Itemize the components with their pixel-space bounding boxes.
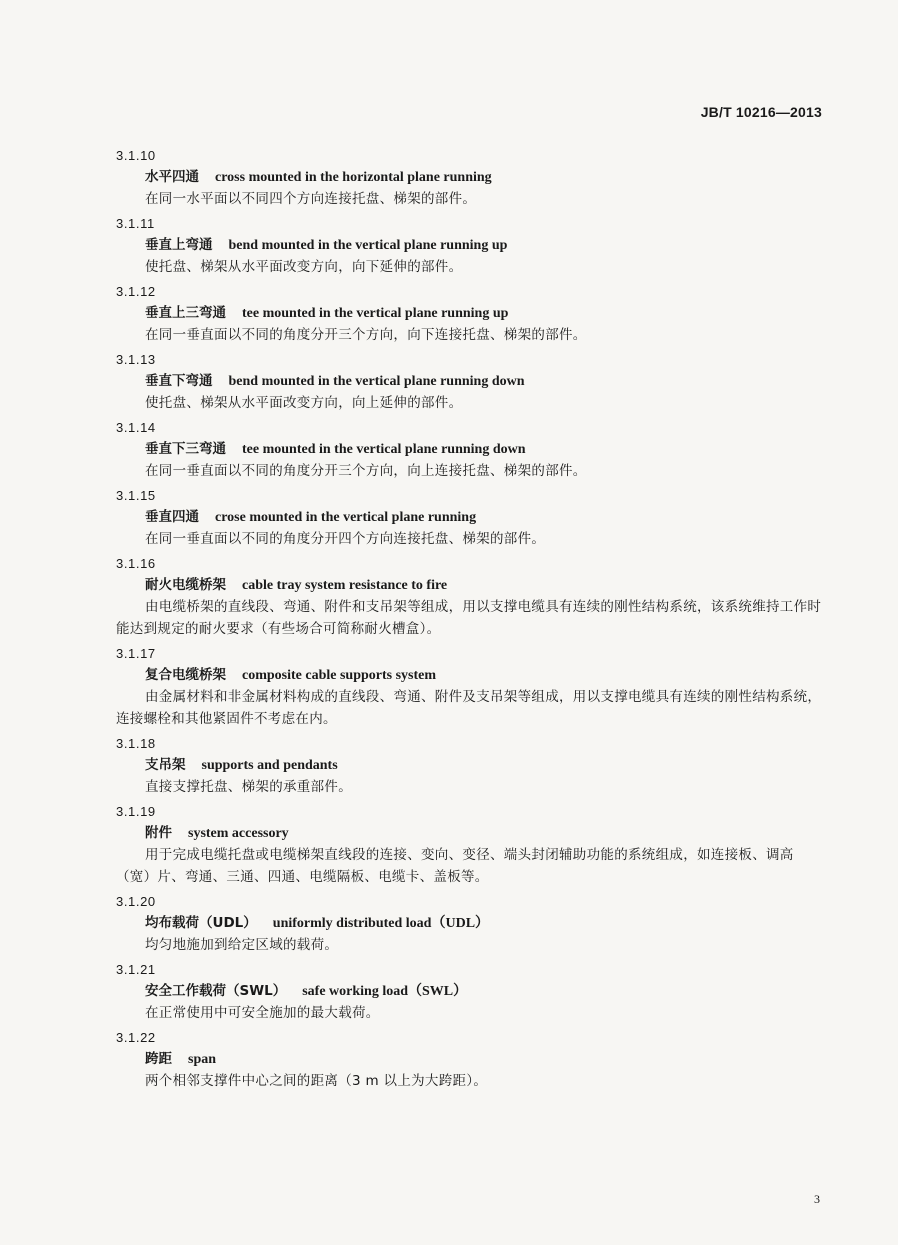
term-line: [145, 438, 828, 460]
clause-number: 3.1.21: [116, 962, 156, 977]
term-entry: [116, 1028, 828, 1096]
term-definition: 在同一垂直面以不同的角度分开三个方向，向下连接托盘、梯架的部件。: [145, 327, 587, 343]
term-en: safe working load（SWL）: [302, 984, 468, 999]
term-entry: [116, 892, 828, 960]
term-entry: [116, 554, 828, 644]
term-definition: 两个相邻支撑件中心之间的距离（3 m 以上为大跨距）。: [145, 1073, 488, 1089]
term-line: [145, 574, 828, 596]
term-line: [145, 234, 828, 256]
term-definition: 在同一垂直面以不同的角度分开三个方向，向上连接托盘、梯架的部件。: [145, 463, 587, 479]
term-definition: 在正常使用中可安全施加的最大载荷。: [145, 1005, 380, 1021]
standard-number: JB/T 10216—2013: [700, 104, 822, 120]
term-zh: 垂直上三弯通: [145, 305, 226, 321]
term-line: [145, 370, 828, 392]
term-zh: 垂直下三弯通: [145, 441, 226, 457]
term-zh: 跨距: [145, 1051, 172, 1067]
clause-number: 3.1.11: [116, 216, 155, 231]
term-line: [145, 664, 828, 686]
term-en: bend mounted in the vertical plane running down: [228, 374, 525, 389]
clause-number: 3.1.15: [116, 488, 156, 503]
term-line: [145, 166, 828, 188]
term-entry: [116, 214, 828, 282]
term-line: [145, 912, 828, 934]
term-definition: 用于完成电缆托盘或电缆梯架直线段的连接、变向、变径、端头封闭辅助功能的系统组成，如连接板、调高（宽）片、弯通、三通、四通、电缆隔板、电缆卡、盖板等。: [116, 847, 794, 885]
term-zh: 附件: [145, 825, 172, 841]
term-en: uniformly distributed load（UDL）: [272, 916, 490, 931]
term-definition: 由电缆桥架的直线段、弯通、附件和支吊架等组成，用以支撑电缆具有连续的刚性结构系统，该系统维持工作时能达到规定的耐火要求（有些场合可简称耐火槽盒）。: [116, 599, 822, 637]
term-entry: [116, 644, 828, 734]
clause-number: 3.1.14: [116, 420, 156, 435]
term-en: composite cable supports system: [242, 668, 437, 683]
term-en: system accessory: [188, 826, 289, 841]
term-entry: [116, 418, 828, 486]
term-entry: [116, 350, 828, 418]
page-number: 3: [814, 1192, 820, 1206]
term-entry: [116, 734, 828, 802]
term-en: cross mounted in the horizontal plane running: [215, 170, 492, 185]
term-en: crose mounted in the vertical plane running: [215, 510, 477, 525]
term-line: [145, 980, 828, 1002]
term-definition: 使托盘、梯架从水平面改变方向，向下延伸的部件。: [145, 259, 463, 275]
term-entry: [116, 960, 828, 1028]
term-zh: 垂直上弯通: [145, 237, 213, 253]
term-en: supports and pendants: [201, 758, 338, 773]
term-en: span: [188, 1052, 217, 1067]
term-definition: 由金属材料和非金属材料构成的直线段、弯通、附件及支吊架等组成，用以支撑电缆具有连续的刚性结构系统，连接螺栓和其他紧固件不考虑在内。: [116, 689, 822, 727]
term-definition: 均匀地施加到给定区域的载荷。: [145, 937, 339, 953]
term-entry: [116, 486, 828, 554]
term-zh: 复合电缆桥架: [145, 667, 226, 683]
term-definition: 在同一水平面以不同四个方向连接托盘、梯架的部件。: [145, 191, 477, 207]
term-zh: 安全工作载荷（SWL）: [145, 983, 287, 999]
clause-number: 3.1.12: [116, 284, 156, 299]
term-en: tee mounted in the vertical plane running down: [242, 442, 526, 457]
term-line: [145, 754, 828, 776]
term-en: tee mounted in the vertical plane running up: [242, 306, 509, 321]
term-en: bend mounted in the vertical plane running up: [228, 238, 508, 253]
clause-number: 3.1.17: [116, 646, 156, 661]
term-line: [145, 506, 828, 528]
term-line: [145, 1048, 828, 1070]
term-zh: 耐火电缆桥架: [145, 577, 226, 593]
term-zh: 支吊架: [145, 757, 186, 773]
term-definition: 在同一垂直面以不同的角度分开四个方向连接托盘、梯架的部件。: [145, 531, 546, 547]
term-zh: 垂直下弯通: [145, 373, 213, 389]
term-definition: 使托盘、梯架从水平面改变方向，向上延伸的部件。: [145, 395, 463, 411]
clause-number: 3.1.18: [116, 736, 156, 751]
clause-number: 3.1.10: [116, 148, 156, 163]
term-definition: 直接支撑托盘、梯架的承重部件。: [145, 779, 352, 795]
clause-number: 3.1.13: [116, 352, 156, 367]
term-en: cable tray system resistance to fire: [242, 578, 448, 593]
term-line: [145, 302, 828, 324]
terms-list: [116, 146, 828, 1096]
term-zh: 均布载荷（UDL）: [145, 915, 257, 931]
clause-number: 3.1.16: [116, 556, 156, 571]
term-entry: [116, 146, 828, 214]
term-entry: [116, 282, 828, 350]
clause-number: 3.1.20: [116, 894, 156, 909]
clause-number: 3.1.22: [116, 1030, 156, 1045]
term-zh: 水平四通: [145, 169, 199, 185]
clause-number: 3.1.19: [116, 804, 156, 819]
term-entry: [116, 802, 828, 892]
term-line: [145, 822, 828, 844]
term-zh: 垂直四通: [145, 509, 199, 525]
